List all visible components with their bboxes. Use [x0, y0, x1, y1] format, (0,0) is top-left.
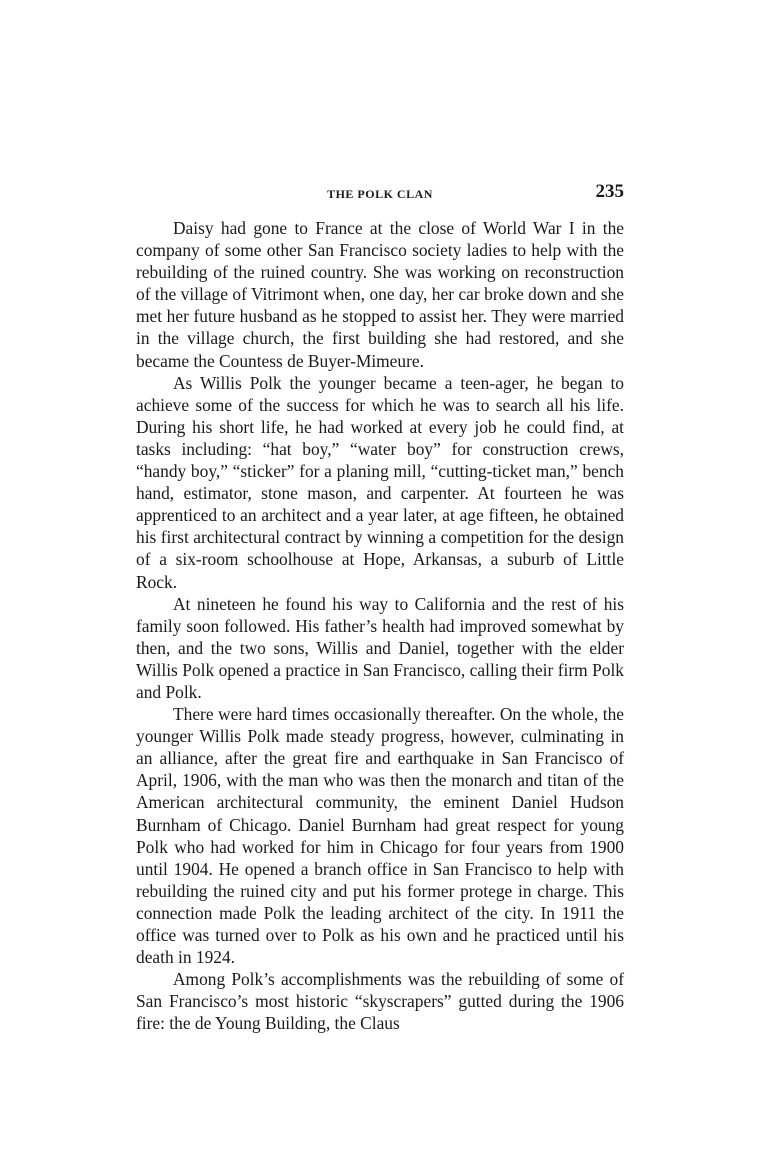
book-page [136, 181, 624, 1034]
paragraph-california: At nineteen he found his way to California and the rest of his family soon followed. His father’s health had improved somewhat by then, and the two sons, Willis and Daniel, together with the elder Willis Polk opened a practice in San Francisco, calling their firm Polk and Polk. [136, 593, 624, 702]
paragraph-daisy: Daisy had gone to France at the close of World War I in the company of some other San Francisco society ladies to help with the rebuilding of the ruined country. She was working on reconstruction of the village of Vitrimont when, one day, her car broke down and she met her future husband as he stopped to assist her. They were married in the village church, the first building she had restored, and she became the Countess de Buyer-Mimeure. [136, 218, 624, 371]
paragraph-teen-ager: As Willis Polk the younger became a teen-ager, he began to achieve some of the success for which he was to search all his life. During his short life, he had worked at every job he could find, at tasks including: “hat boy,” “water boy” for construction crews, “handy boy,” “sticker” for a planing mill, “cutting-ticket man,” bench hand, estimator, stone mason, and carpenter. At fourteen he was apprenticed to an architect and a year later, at age fifteen, he obtained his first architectural contract by winning a competition for the design of a six-room schoolhouse at Hope, Arkansas, a suburb of Little Rock. [136, 372, 624, 592]
running-title: THE POLK CLAN [327, 187, 433, 201]
body-text [136, 217, 624, 1034]
running-head [136, 181, 624, 211]
paragraph-hard-times: There were hard times occasionally thereafter. On the whole, the younger Willis Polk made steady progress, however, culminating in an alliance, after the great fire and earthquake in San Francisco of April, 1906, with the man who was then the monarch and titan of the American architectural community, the eminent Daniel Hudson Burnham of Chicago. Daniel Burnham had great respect for young Polk who had worked for him in Chicago for four years from 1900 until 1904. He opened a branch office in San Francisco to help with rebuilding the ruined city and put his former protege in charge. This connection made Polk the leading architect of the city. In 1911 the office was turned over to Polk as his own and he practiced until his death in 1924. [136, 704, 624, 968]
paragraph-accomplishments: Among Polk’s accomplishments was the rebuilding of some of San Francisco’s most historic “skyscrapers” gutted during the 1906 fire: the de Young Building, the Claus [136, 969, 624, 1034]
page-number: 235 [595, 181, 624, 202]
